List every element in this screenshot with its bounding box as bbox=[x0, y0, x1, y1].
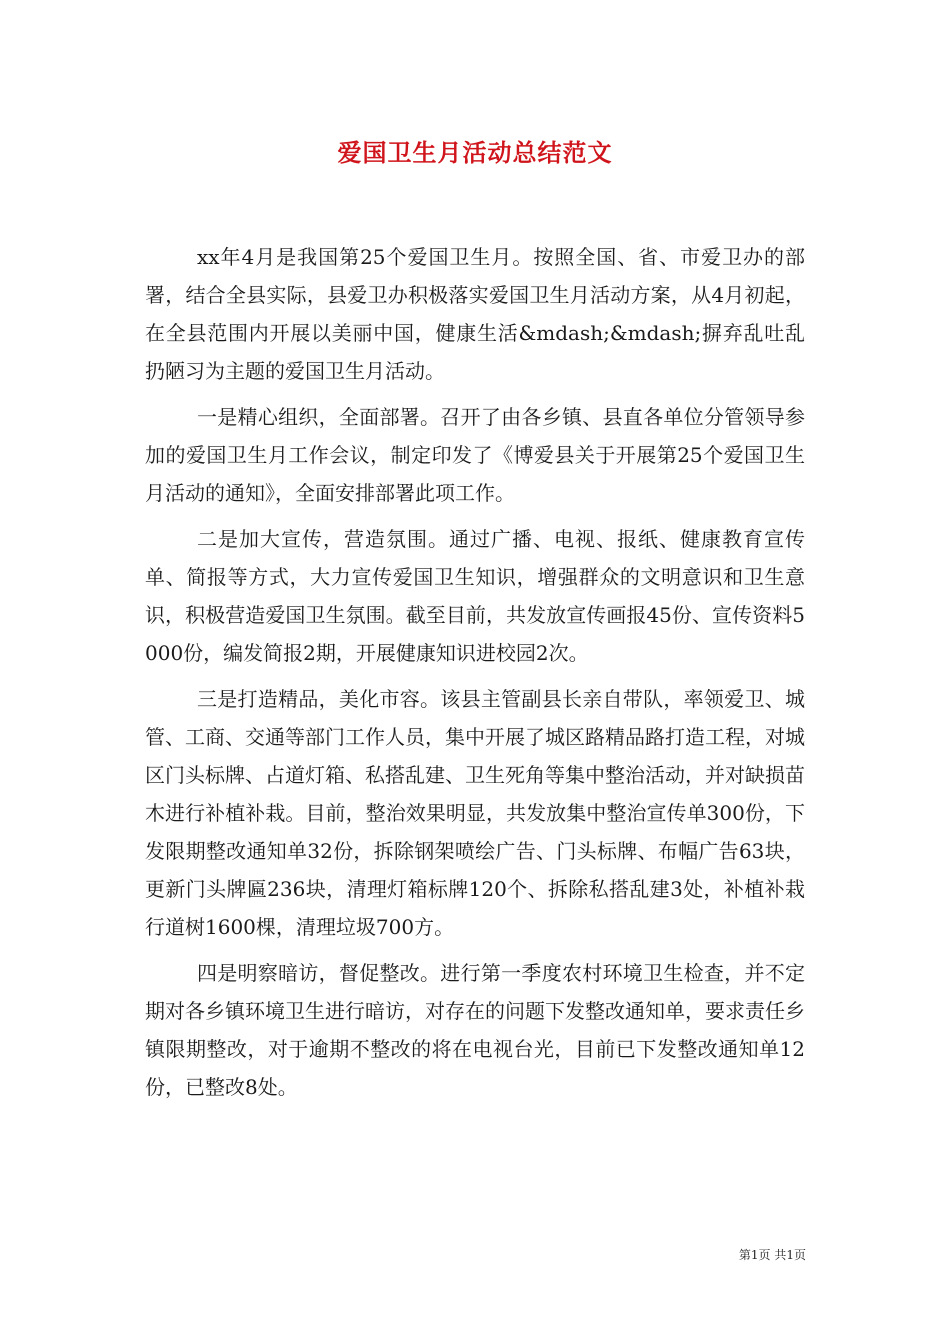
paragraph-city-appearance: 三是打造精品，美化市容。该县主管副县长亲自带队，率领爱卫、城管、工商、交通等部门工作人员，集中开展了城区路精品路打造工程，对城区门头标牌、占道灯箱、私搭乱建、卫生死角等集中整治活动，并对缺损苗木进行补植补栽。目前，整治效果明显，共发放集中整治宣传单300份，下发限期整改通知单32份，拆除钢架喷绘广告、门头标牌、布幅广告63块，更新门头牌匾236块，清理灯箱标牌120个、拆除私搭乱建3处，补植补栽行道树1600棵，清理垃圾700方。 bbox=[145, 687, 805, 939]
paragraph-intro: xx年4月是我国第25个爱国卫生月。按照全国、省、市爱卫办的部署，结合全县实际，县爱卫办积极落实爱国卫生月活动方案，从4月初起，在全县范围内开展以美丽中国，健康生活&mdash;&mdash;摒弃乱吐乱扔陋习为主题的爱国卫生月活动。 bbox=[145, 245, 805, 383]
paragraph-publicity: 二是加大宣传，营造氛围。通过广播、电视、报纸、健康教育宣传单、简报等方式，大力宣传爱国卫生知识，增强群众的文明意识和卫生意识，积极营造爱国卫生氛围。截至目前，共发放宣传画报45份、宣传资料5000份，编发简报2期，开展健康知识进校园2次。 bbox=[145, 527, 805, 665]
document-title: 爱国卫生月活动总结范文 bbox=[337, 138, 613, 167]
document-body bbox=[145, 238, 805, 1114]
paragraph-inspection: 四是明察暗访，督促整改。进行第一季度农村环境卫生检查，并不定期对各乡镇环境卫生进行暗访，对存在的问题下发整改通知单，要求责任乡镇限期整改，对于逾期不整改的将在电视台光，目前已下发整改通知单12份，已整改8处。 bbox=[145, 961, 805, 1099]
paragraph-organization: 一是精心组织，全面部署。召开了由各乡镇、县直各单位分管领导参加的爱国卫生月工作会议，制定印发了《博爱县关于开展第25个爱国卫生月活动的通知》，全面安排部署此项工作。 bbox=[145, 405, 805, 505]
page-footer: 第1页 共1页 bbox=[738, 1248, 806, 1262]
